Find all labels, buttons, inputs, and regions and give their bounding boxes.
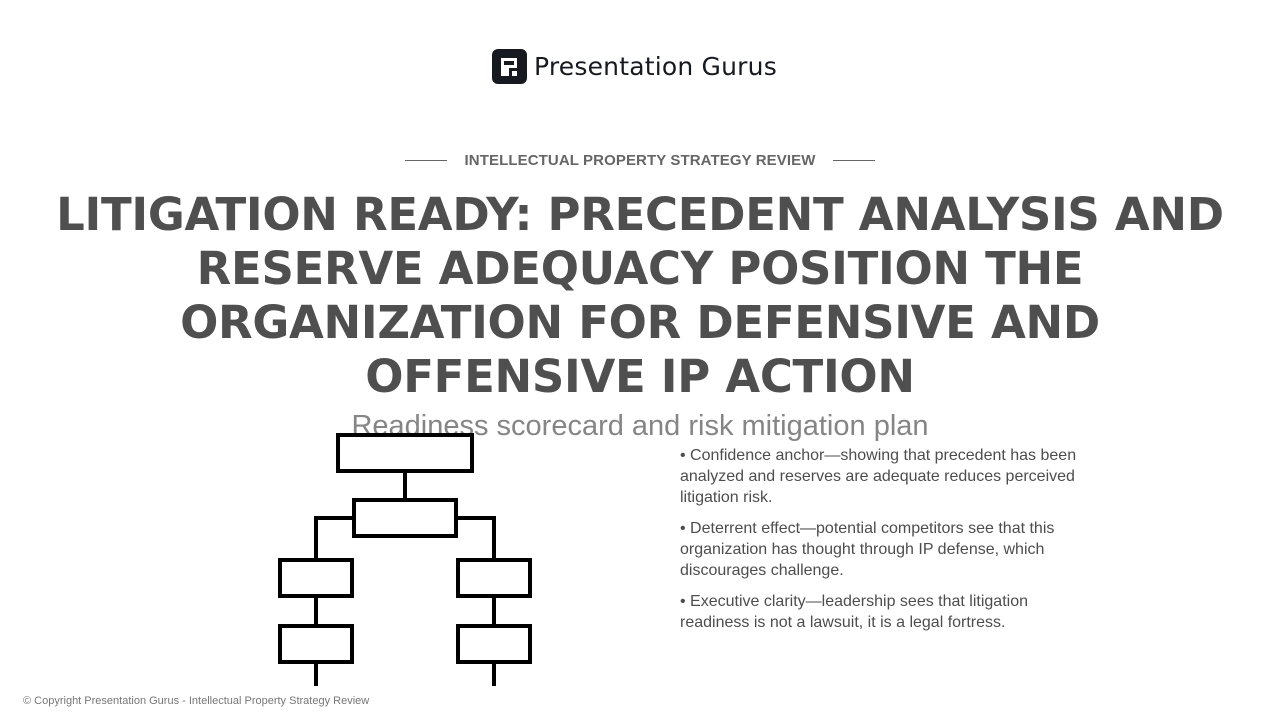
org-chart-icon bbox=[270, 428, 540, 688]
eyebrow bbox=[0, 152, 1280, 169]
slide-title: LITIGATION READY: PRECEDENT ANALYSIS AND RESERVE ADEQUACY POSITION THE ORGANIZATION FOR DEFENSIVE AND OFFENSIVE IP ACTION bbox=[56, 188, 1224, 403]
slide-subtitle: Readiness scorecard and risk mitigation plan bbox=[351, 410, 929, 442]
bullet-list bbox=[680, 445, 1080, 643]
brand-logo bbox=[492, 48, 777, 84]
presentation-gurus-logo-icon bbox=[492, 49, 527, 84]
eyebrow-rule-right bbox=[833, 160, 875, 161]
eyebrow-rule-left bbox=[405, 160, 447, 161]
bullet-executive-clarity: • Executive clarity—leadership sees that litigation readiness is not a lawsuit, it is a legal fortress. bbox=[680, 593, 1028, 631]
eyebrow-text: INTELLECTUAL PROPERTY STRATEGY REVIEW bbox=[464, 152, 816, 169]
footer-copyright: © Copyright Presentation Gurus - Intellectual Property Strategy Review bbox=[23, 695, 370, 707]
bullet-confidence-anchor: • Confidence anchor—showing that precedent has been analyzed and reserves are adequate reduces perceived litigation risk. bbox=[680, 447, 1077, 506]
brand-name: Presentation Gurus bbox=[534, 51, 777, 81]
bullet-deterrent-effect: • Deterrent effect—potential competitors see that this organization has thought through IP defense, which discourages challenge. bbox=[680, 520, 1055, 579]
